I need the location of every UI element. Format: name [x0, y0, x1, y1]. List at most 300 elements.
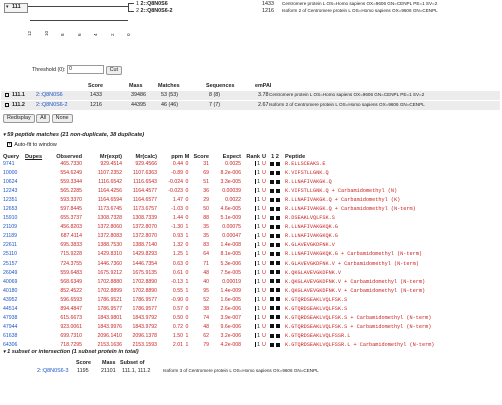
- protein-hit-squares: [268, 187, 282, 196]
- mr-calc: 1164.4577: [132, 188, 157, 195]
- expect: 9.6e-006: [220, 323, 241, 330]
- cut-button[interactable]: Cut: [106, 66, 122, 75]
- mr-calc: 1107.6363: [132, 170, 157, 177]
- mr-calc: 1372.8070: [132, 233, 157, 240]
- score: 48: [203, 269, 209, 276]
- missed-cleavages: 0: [185, 305, 189, 312]
- dupes: [25, 196, 46, 205]
- unique-flag: U: [262, 332, 266, 339]
- dupes: [25, 187, 46, 196]
- col-header: M: [184, 154, 190, 160]
- query-link[interactable]: 15910: [3, 215, 18, 222]
- mr-calc: 1843.9792: [132, 323, 157, 330]
- mr-calc: 1786.9577: [132, 305, 157, 312]
- tree-item-1: 1 2::Q8N0S6: [136, 1, 168, 7]
- peptide-row[interactable]: [3, 196, 499, 205]
- peptide-row[interactable]: [3, 160, 499, 169]
- ppm: 1.50: [172, 332, 183, 339]
- axis-tick-label: 4: [93, 33, 98, 36]
- rank: 1: [241, 323, 260, 332]
- peptide-row[interactable]: [3, 205, 499, 214]
- ppm: 0.63: [172, 260, 183, 267]
- peptide-row[interactable]: [3, 296, 499, 305]
- rank: 1: [241, 269, 260, 278]
- axis-tick-label: 12: [27, 30, 32, 36]
- expect: 1.4e-009: [220, 287, 241, 294]
- expect: 0.0025: [225, 161, 241, 167]
- mr-expt: 1429.8310: [97, 251, 122, 258]
- expect: 1.4e-008: [220, 242, 241, 249]
- protein-hit-squares: [268, 323, 282, 332]
- protein-accession-link[interactable]: 2::Q8N0S6-2: [36, 102, 68, 108]
- rank: 1: [241, 223, 260, 232]
- query-link[interactable]: 10000: [3, 170, 18, 177]
- unique-flag: U: [262, 197, 266, 204]
- query-link[interactable]: 43952: [3, 296, 18, 303]
- tree-label: 111: [12, 4, 21, 10]
- peptide-sequence: K.GLAVEVGKDFNK.V: [285, 242, 335, 249]
- expect: 0.00075: [222, 224, 241, 231]
- observed: 715.9228: [60, 251, 82, 258]
- dendrogram-fork: [128, 3, 134, 12]
- protein-hit-squares: [268, 169, 282, 178]
- observed: 597.8445: [60, 206, 82, 213]
- observed: 615.6673: [60, 314, 82, 321]
- observed: 699.7310: [60, 332, 82, 339]
- rank: 1: [241, 214, 260, 223]
- peptide-sequence: K.QKGLAVEVGKDFNK.V + Carbamidomethyl (N-term): [285, 278, 426, 285]
- peptide-sequence: K.VIFSTLLGNK.Q: [285, 170, 329, 177]
- expect: 8.2e-006: [220, 170, 241, 177]
- score: 51: [203, 179, 209, 186]
- observed: 655.3737: [60, 215, 82, 222]
- dupes: [25, 232, 46, 241]
- query-link[interactable]: 12243: [3, 188, 18, 195]
- mr-expt: 1786.9521: [97, 296, 122, 303]
- rank: 1: [241, 178, 260, 187]
- peptide-sequence: K.GTQRDSEAKLVQLFSSR.L + Carbamidomethyl (N-term): [285, 341, 435, 348]
- query-link[interactable]: 9741: [3, 161, 15, 167]
- col-header: Rank: [246, 154, 260, 160]
- col-header: 1: [271, 154, 275, 160]
- collapse-triangle-icon[interactable]: ▾: [3, 349, 6, 355]
- dupes: [25, 241, 46, 250]
- peptide-row[interactable]: [3, 323, 499, 332]
- dupes: [25, 160, 46, 169]
- rank: 1: [241, 241, 260, 250]
- mr-calc: 1429.8293: [132, 251, 157, 258]
- threshold-row: [32, 65, 122, 75]
- query-link[interactable]: 40180: [3, 287, 18, 294]
- axis-tick-label: 0: [126, 33, 131, 36]
- peptide-row[interactable]: [3, 278, 499, 287]
- peptide-row[interactable]: [3, 287, 499, 296]
- protein-hit-squares: [268, 260, 282, 269]
- score: 74: [203, 314, 209, 321]
- protein-checkbox[interactable]: [5, 103, 9, 107]
- observed: 465.7330: [60, 161, 82, 167]
- score: 50: [203, 206, 209, 213]
- peptide-sequence: R.LLNAFIVAKGKQK.G: [285, 224, 338, 231]
- protein-hit-squares: [268, 178, 282, 187]
- unique-flag: U: [262, 251, 266, 258]
- rank: 1: [241, 160, 260, 169]
- ppm: 0.93: [172, 233, 183, 240]
- query-link[interactable]: 12653: [3, 206, 18, 213]
- unique-flag: U: [262, 179, 266, 186]
- dendrogram-line: [28, 6, 128, 7]
- protein-hit-squares: [268, 232, 282, 241]
- ppm: 1.32: [172, 242, 183, 249]
- dupes: [25, 278, 46, 287]
- rank: 1: [241, 250, 260, 259]
- unique-flag: U: [262, 323, 266, 330]
- ppm: -0.13: [171, 278, 183, 285]
- query-link[interactable]: 44514: [3, 305, 18, 312]
- unique-flag: U: [262, 305, 266, 312]
- unique-flag: U: [262, 170, 266, 177]
- score: 95: [203, 287, 209, 294]
- protein-hit-squares: [268, 287, 282, 296]
- mr-expt: 1786.9577: [97, 305, 122, 312]
- mr-expt: 1116.6542: [98, 179, 122, 186]
- peptide-row[interactable]: [3, 214, 499, 223]
- col-header: Observed: [56, 154, 82, 160]
- peptide-row[interactable]: [3, 241, 499, 250]
- col-header: Mr(calc): [135, 154, 157, 160]
- peptide-row[interactable]: [3, 223, 499, 232]
- threshold-label: Threshold (0):: [32, 66, 66, 73]
- score: 52: [203, 296, 209, 303]
- col-header: Score: [193, 154, 209, 160]
- peptide-row[interactable]: [3, 169, 499, 178]
- none-button[interactable]: None: [52, 114, 73, 123]
- score: 35: [203, 233, 209, 240]
- rank: 1: [241, 341, 260, 350]
- observed: 593.3370: [60, 197, 82, 204]
- missed-cleavages: 1: [185, 332, 189, 339]
- unique-flag: U: [262, 233, 266, 240]
- peptide-sequence: R.LLNAFIVAKGKQK.G: [285, 233, 338, 240]
- query-link[interactable]: 12351: [3, 197, 18, 204]
- mr-expt: 2096.1410: [97, 332, 122, 339]
- rank: 1: [241, 314, 260, 323]
- unique-flag: U: [262, 278, 266, 285]
- expect: 4.6e-005: [220, 206, 241, 213]
- mr-expt: 1107.2352: [97, 170, 122, 177]
- dupes: [25, 269, 46, 278]
- score: 71: [203, 260, 209, 267]
- query-link[interactable]: 10624: [3, 179, 18, 186]
- unique-flag: U: [262, 314, 266, 321]
- mr-expt: 1372.8083: [97, 233, 122, 240]
- peptide-row[interactable]: [3, 305, 499, 314]
- peptide-sequence: R.DSEAKLVQLFSK.S: [285, 215, 335, 222]
- mr-calc: 2153.1593: [132, 341, 157, 348]
- dupes: [25, 332, 46, 341]
- peptide-sequence: R.LLNAFIVAKGK.Q + Carbamidomethyl (N-term): [285, 206, 416, 213]
- mr-calc: 2096.1378: [132, 332, 157, 339]
- score: 40: [203, 278, 209, 285]
- axis-tick-label: 8: [60, 33, 65, 36]
- ppm: 0.72: [172, 323, 183, 330]
- query-link[interactable]: 47944: [3, 323, 18, 330]
- peptide-sequence: K.VIFSTLLGNK.Q + Carbamidomethyl (N): [285, 188, 398, 195]
- threshold-input[interactable]: 0: [67, 65, 104, 74]
- peptide-row[interactable]: [3, 250, 499, 259]
- protein-hit-squares: [268, 269, 282, 278]
- protein-hit-squares: [268, 314, 282, 323]
- rank: 1: [241, 278, 260, 287]
- collapse-triangle-icon[interactable]: ▾: [6, 4, 9, 10]
- autofit-row: [6, 142, 57, 148]
- expect: 0.0022: [225, 197, 241, 204]
- tree-item-accession[interactable]: 2::Q8N0S6: [140, 1, 168, 7]
- missed-cleavages: 0: [185, 206, 189, 213]
- peptide-sequence: K.QKGLAVEVGKDFNK.V: [285, 269, 342, 276]
- mr-calc: 1446.7354: [132, 260, 157, 267]
- query-link[interactable]: 61638: [3, 332, 18, 339]
- subset-accession-link[interactable]: 2::Q8N0S6-3: [37, 368, 69, 374]
- query-link[interactable]: 64306: [3, 341, 18, 348]
- observed: 559.6483: [60, 269, 82, 276]
- protein-hit-squares: [268, 223, 282, 232]
- observed: 923.0061: [60, 323, 82, 330]
- dupes: [25, 250, 46, 259]
- observed: 554.6249: [60, 170, 82, 177]
- query-link[interactable]: 22611: [3, 242, 18, 249]
- all-button[interactable]: All: [36, 114, 50, 123]
- mr-calc: 1675.9135: [132, 269, 157, 276]
- missed-cleavages: 0: [185, 215, 189, 222]
- peptide-sequence: R.ELLSCEAKS.E: [285, 161, 326, 167]
- mr-calc: 1702.8890: [132, 287, 157, 294]
- expect: 8.1e-005: [220, 251, 241, 258]
- unique-flag: U: [262, 206, 266, 213]
- query-link[interactable]: 26049: [3, 269, 18, 276]
- peptide-row[interactable]: [3, 332, 499, 341]
- tree-select[interactable]: [4, 3, 28, 13]
- mr-expt: 929.4514: [100, 161, 122, 167]
- unique-flag: U: [262, 287, 266, 294]
- unique-flag: U: [262, 296, 266, 303]
- ppm: -0.90: [171, 296, 183, 303]
- mr-calc: 929.4566: [135, 161, 157, 167]
- missed-cleavages: 0: [185, 269, 189, 276]
- query-link[interactable]: 40069: [3, 278, 18, 285]
- axis-tick-label: 2: [109, 33, 115, 36]
- rank: 1: [241, 169, 260, 178]
- mr-expt: 1702.8880: [97, 278, 122, 285]
- autofit-checkbox[interactable]: ✓: [8, 141, 13, 148]
- observed: 852.4522: [60, 287, 82, 294]
- peptide-sequence: K.GTQRDSEAKLVQLFSK.S: [285, 305, 348, 312]
- mr-calc: 1843.9792: [132, 314, 157, 321]
- peptide-sequence: K.QKGLAVEVGKDFNK.V + Carbamidomethyl (N-term): [285, 287, 426, 294]
- protein-hit-squares: [268, 341, 282, 350]
- protein-row[interactable]: 111.2 2::Q8N0S6-2 1216 44395 46 (46) 7 (7) 2.67 Isoform 2 of Centromere protein L OS=Homo sapiens OX=9606 GN=CENPL: [1, 101, 500, 110]
- rank: 1: [241, 260, 260, 269]
- ppm: -1.30: [171, 224, 183, 231]
- score: 48: [203, 323, 209, 330]
- score: 69: [203, 170, 209, 177]
- score: 83: [203, 242, 209, 249]
- missed-cleavages: 1: [185, 278, 189, 285]
- mr-expt: 1372.8060: [97, 224, 122, 231]
- col-header: Peptide: [285, 154, 306, 160]
- col-header: U: [261, 154, 267, 160]
- peptide-sequence: K.GTQRDSEAKLVQLFSK.S + Carbamidomethyl (N-term): [285, 314, 432, 321]
- missed-cleavages: 0: [185, 188, 189, 195]
- rank: 1: [241, 232, 260, 241]
- mr-expt: 1675.9212: [97, 269, 122, 276]
- query-link[interactable]: 21189: [3, 233, 18, 240]
- ppm: -1.03: [171, 206, 183, 213]
- expect: 3.9e-007: [220, 314, 241, 321]
- mr-calc: 1372.8070: [132, 224, 157, 231]
- missed-cleavages: 0: [185, 296, 189, 303]
- score: 29: [203, 197, 209, 204]
- unique-flag: U: [262, 341, 266, 348]
- autofit-label: Auto-fit to window: [14, 142, 57, 148]
- missed-cleavages: 1: [185, 287, 189, 294]
- mr-expt: 1446.7360: [97, 260, 122, 267]
- observed: 718.7295: [60, 341, 82, 348]
- query-link[interactable]: 21109: [3, 224, 18, 231]
- dupes: [25, 205, 46, 214]
- tree-item-2: 2 2::Q8N0S6-2: [136, 8, 173, 14]
- ppm: 0.55: [172, 287, 183, 294]
- unique-flag: U: [262, 188, 266, 195]
- score: 88: [203, 215, 209, 222]
- observed: 559.3344: [60, 179, 82, 186]
- peptide-row[interactable]: [3, 260, 499, 269]
- peptide-sequence: R.LLNAFIVAKGK.Q: [285, 179, 332, 186]
- query-link[interactable]: 25110: [3, 251, 18, 258]
- rank: 1: [241, 287, 260, 296]
- subset-heading[interactable]: ▾ 1 subset or intersection (1 subset protein in total): [3, 349, 139, 355]
- mr-expt: 1843.9801: [97, 314, 122, 321]
- score: 38: [203, 305, 209, 312]
- protein-hit-squares: [268, 278, 282, 287]
- protein-row[interactable]: 111.1 2::Q8N0S6 1433 39486 53 (53) 8 (8) 3.78 Centromere protein L OS=Homo sapiens OX=9606 GN=CENPL PE=1 SV=2: [1, 91, 500, 100]
- score: 64: [203, 251, 209, 258]
- protein-checkbox[interactable]: [5, 93, 9, 97]
- tree-item-1-desc: Centromere protein L OS=Homo sapiens OX=9606 GN=CENPL PE=1 SV=2: [282, 1, 438, 6]
- peptide-sequence: R.LLNAFIVAKGK.Q + Carbamidomethyl (K): [285, 197, 401, 204]
- mr-calc: 1116.6543: [133, 179, 157, 186]
- collapse-triangle-icon[interactable]: ▾: [3, 132, 6, 138]
- mr-calc: 1388.7140: [132, 242, 157, 249]
- mr-expt: 1388.7530: [97, 242, 122, 249]
- protein-hit-squares: [268, 332, 282, 341]
- unique-flag: U: [262, 215, 266, 222]
- protein-hit-squares: [268, 250, 282, 259]
- observed: 565.2285: [60, 188, 82, 195]
- peptide-heading[interactable]: ▾ 59 peptide matches (21 non-duplicate, 38 duplicate): [3, 132, 145, 138]
- peptide-sequence: K.GTQRDSEAKLVQLFSK.S + Carbamidomethyl (N-term): [285, 323, 432, 330]
- expect: 1.6e-005: [220, 296, 241, 303]
- peptide-row[interactable]: [3, 314, 499, 323]
- tree-item-2-score: 1216: [262, 8, 274, 14]
- col-header: 2: [275, 154, 279, 160]
- observed: 724.3755: [60, 260, 82, 267]
- ppm: 0.50: [172, 314, 183, 321]
- mr-expt: 1164.6594: [97, 197, 122, 204]
- col-header: Expect: [222, 154, 241, 160]
- mr-expt: 1164.4256: [97, 188, 122, 195]
- col-header: ppm: [171, 154, 183, 160]
- ppm: 0.57: [172, 305, 183, 312]
- expect: 3.2e-006: [220, 332, 241, 339]
- mr-calc: 1702.8890: [132, 278, 157, 285]
- dupes: [25, 287, 46, 296]
- dupes: [25, 223, 46, 232]
- unique-flag: U: [262, 269, 266, 276]
- redisplay-button[interactable]: Redisplay: [3, 114, 35, 123]
- protein-hit-squares: [268, 214, 282, 223]
- protein-hit-squares: [268, 241, 282, 250]
- score: 79: [203, 341, 209, 348]
- mr-calc: 1308.7339: [132, 215, 157, 222]
- score: 36: [203, 188, 209, 195]
- score: 31: [203, 161, 209, 167]
- mr-expt: 1702.8899: [97, 287, 122, 294]
- dupes: [25, 214, 46, 223]
- ppm: 1.44: [172, 215, 183, 222]
- col-header: Mr(expt): [99, 154, 122, 160]
- mr-expt: 1173.6745: [97, 206, 122, 213]
- protein-hit-squares: [268, 305, 282, 314]
- missed-cleavages: 1: [185, 251, 189, 258]
- query-link[interactable]: 47938: [3, 314, 18, 321]
- ppm: 1.47: [172, 197, 183, 204]
- score: 62: [203, 332, 209, 339]
- subset-row[interactable]: 2::Q8N0S6-3 1195 21101 111.1, 111.2 Isoform 3 of Centromere protein L OS=Homo sapiens OX=9606 GN=CENPL: [37, 368, 319, 374]
- rank: 1: [241, 296, 260, 305]
- score: 35: [203, 224, 209, 231]
- ppm: -0.023: [168, 188, 183, 195]
- missed-cleavages: 0: [185, 179, 189, 186]
- tree-item-1-score: 1433: [262, 1, 274, 7]
- query-link[interactable]: 25157: [3, 260, 18, 267]
- peptide-row[interactable]: [3, 187, 499, 196]
- protein-hit-squares: [268, 296, 282, 305]
- peptide-row[interactable]: [3, 269, 499, 278]
- peptide-sequence: K.GTQRDSEAKLVQLFSK.S: [285, 296, 348, 303]
- unique-flag: U: [262, 242, 266, 249]
- peptide-sequence: K.GTQRDSEAKLVQLFSSR.L: [285, 332, 351, 339]
- expect: 7.5e-005: [220, 269, 241, 276]
- expect: 0.00019: [222, 278, 241, 285]
- rank: 1: [241, 187, 260, 196]
- protein-accession-link[interactable]: 2::Q8N0S6: [36, 92, 63, 98]
- peptide-row[interactable]: [3, 232, 499, 241]
- rank: 1: [241, 196, 260, 205]
- col-header: Query: [3, 154, 20, 160]
- observed: 456.8203: [60, 224, 82, 231]
- observed: 695.3833: [60, 242, 82, 249]
- tree-item-accession[interactable]: 2::Q8N0S6-2: [140, 8, 173, 14]
- score-axis: [30, 20, 128, 21]
- col-header: Dupes: [25, 154, 43, 160]
- mr-expt: 2153.1636: [97, 341, 122, 348]
- missed-cleavages: 0: [185, 314, 189, 321]
- unique-flag: U: [262, 161, 266, 167]
- axis-tick-label: 10: [43, 30, 49, 36]
- missed-cleavages: 1: [185, 233, 189, 240]
- peptide-row[interactable]: [3, 178, 499, 187]
